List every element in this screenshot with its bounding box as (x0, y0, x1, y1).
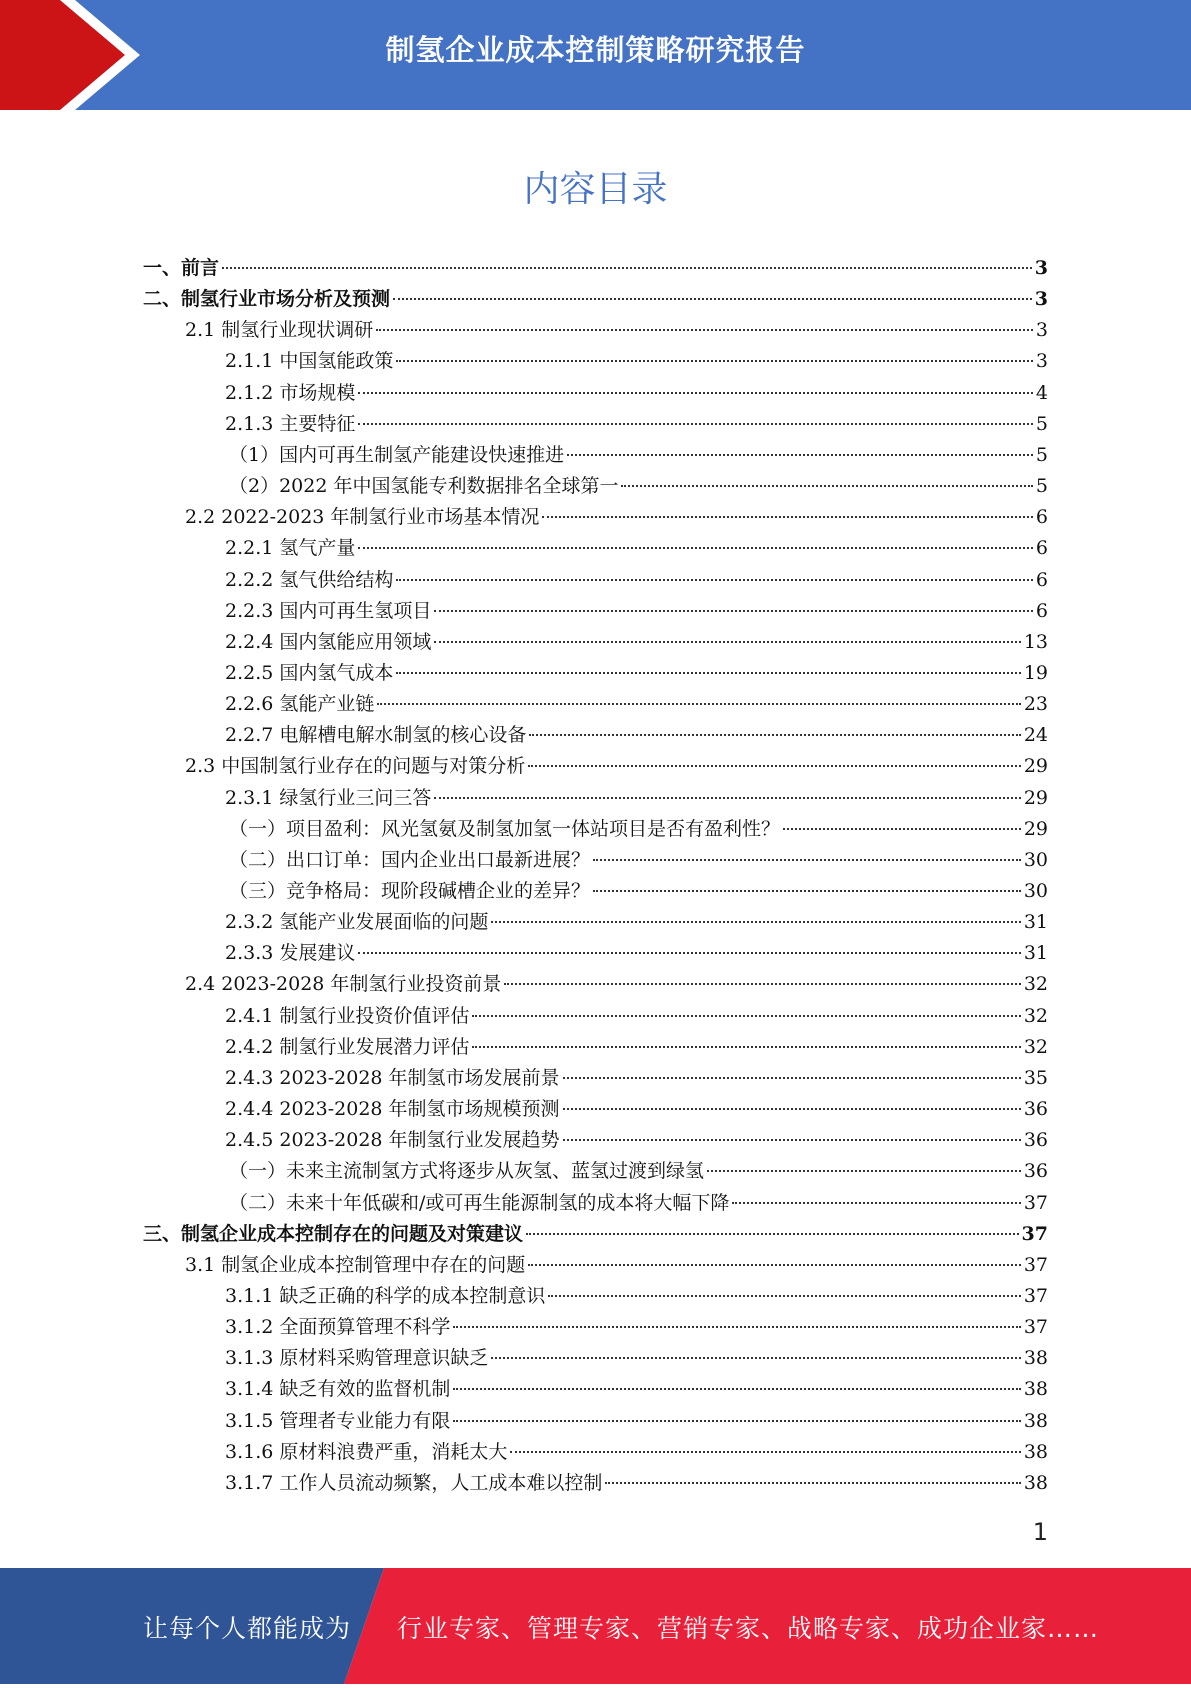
toc-dot-leader (453, 1388, 1020, 1390)
toc-entry[interactable] (185, 969, 1048, 1000)
toc-entry-page: 13 (1023, 631, 1048, 653)
toc-entry-title: 2.4.2 制氢行业发展潜力评估 (225, 1036, 470, 1058)
toc-dot-leader (377, 703, 1020, 705)
toc-entry-page: 36 (1023, 1160, 1048, 1182)
toc-entry-title: 2.4.3 2023-2028 年制氢市场发展前景 (225, 1067, 560, 1089)
report-title: 制氢企业成本控制策略研究报告 (385, 33, 806, 67)
toc-entry[interactable] (185, 751, 1048, 782)
toc-entry-page: 32 (1023, 1036, 1048, 1058)
toc-entry[interactable] (225, 1374, 1048, 1405)
toc-entry-page: 37 (1021, 1223, 1048, 1245)
toc-entry-title: 2.2.6 氢能产业链 (225, 693, 375, 715)
toc-entry-page: 29 (1023, 755, 1048, 777)
toc-entry[interactable] (225, 1032, 1048, 1063)
toc-entry-page: 38 (1023, 1378, 1048, 1400)
toc-dot-leader (621, 485, 1032, 487)
toc-entry-title: 3.1.6 原材料浪费严重，消耗太大 (225, 1441, 508, 1463)
toc-entry-page: 31 (1023, 942, 1048, 964)
toc-entry-title: 三、制氢企业成本控制存在的问题及对策建议 (143, 1223, 524, 1245)
toc-entry-page: 36 (1023, 1129, 1048, 1151)
toc-entry-page: 3 (1034, 288, 1048, 310)
toc-entry-title: 2.2.4 国内氢能应用领域 (225, 631, 432, 653)
toc-entry[interactable] (229, 814, 1048, 845)
toc-entry-page: 6 (1035, 569, 1048, 591)
toc-entry-page: 19 (1023, 662, 1048, 684)
toc-entry-title: 一、前言 (143, 257, 220, 279)
toc-entry-title: （一）项目盈利：风光氢氨及制氢加氢一体站项目是否有盈利性？ (229, 818, 781, 840)
toc-dot-leader (593, 859, 1021, 861)
toc-dot-leader (707, 1170, 1021, 1172)
toc-dot-leader (563, 1077, 1021, 1079)
toc-entry[interactable] (225, 1343, 1048, 1374)
toc-entry[interactable] (143, 253, 1048, 284)
toc-entry-page: 3 (1034, 257, 1048, 279)
toc-entry[interactable] (143, 1219, 1048, 1250)
toc-entry[interactable] (185, 315, 1048, 346)
toc-heading: 内容目录 (523, 169, 668, 210)
toc-entry-page: 3 (1035, 319, 1048, 341)
toc-dot-leader (396, 360, 1033, 362)
toc-entry-page: 23 (1023, 693, 1048, 715)
toc-dot-leader (605, 1482, 1020, 1484)
toc-entry-title: 3.1 制氢企业成本控制管理中存在的问题 (185, 1254, 526, 1276)
toc-entry-title: 2.1.1 中国氢能政策 (225, 350, 394, 372)
toc-entry[interactable] (225, 627, 1048, 658)
toc-entry[interactable] (225, 658, 1048, 689)
toc-entry-title: 2.4.5 2023-2028 年制氢行业发展趋势 (225, 1129, 560, 1151)
page-number: 1 (1032, 1518, 1048, 1546)
toc-entry-page: 5 (1035, 475, 1048, 497)
toc-entry-page: 5 (1035, 413, 1048, 435)
toc-dot-leader (434, 641, 1020, 643)
toc-dot-leader (529, 734, 1020, 736)
toc-dot-leader (783, 828, 1021, 830)
toc-dot-leader (222, 267, 1032, 269)
toc-entry-page: 29 (1023, 818, 1048, 840)
toc-entry-title: 2.4.4 2023-2028 年制氢市场规模预测 (225, 1098, 560, 1120)
toc-entry[interactable] (225, 596, 1048, 627)
toc-entry-title: 2.2.3 国内可再生氢项目 (225, 600, 432, 622)
toc-dot-leader (563, 1139, 1021, 1141)
toc-entry-title: （二）未来十年低碳和/或可再生能源制氢的成本将大幅下降 (229, 1192, 730, 1214)
toc-entry-title: 2.2.7 电解槽电解水制氢的核心设备 (225, 724, 527, 746)
toc-entry-page: 5 (1035, 444, 1048, 466)
footer-band (0, 1568, 1191, 1684)
toc-dot-leader (472, 1015, 1020, 1017)
toc-entry[interactable] (225, 783, 1048, 814)
toc-entry-page: 38 (1023, 1441, 1048, 1463)
toc-entry-title: （三）竞争格局：现阶段碱槽企业的差异？ (229, 880, 591, 902)
toc-entry-title: 3.1.1 缺乏正确的科学的成本控制意识 (225, 1285, 546, 1307)
toc-entry-title: 2.4.1 制氢行业投资价值评估 (225, 1005, 470, 1027)
toc-dot-leader (732, 1202, 1020, 1204)
toc-entry-page: 38 (1023, 1472, 1048, 1494)
toc-entry-title: （1）国内可再生制氢产能建设快速推进 (229, 444, 565, 466)
toc-dot-leader (453, 1326, 1020, 1328)
toc-dot-leader (528, 765, 1021, 767)
toc-entry[interactable] (225, 409, 1048, 440)
toc-entry[interactable] (225, 1063, 1048, 1094)
toc-entry[interactable] (229, 471, 1048, 502)
toc-entry[interactable] (185, 1250, 1048, 1281)
toc-entry-page: 3 (1035, 350, 1048, 372)
toc-entry-page: 35 (1023, 1067, 1048, 1089)
toc-entry-title: 2.2.5 国内氢气成本 (225, 662, 394, 684)
toc-entry-title: 3.1.7 工作人员流动频繁，人工成本难以控制 (225, 1472, 603, 1494)
toc-dot-leader (434, 797, 1020, 799)
toc-entry-title: 3.1.2 全面预算管理不科学 (225, 1316, 451, 1338)
toc-dot-leader (358, 392, 1033, 394)
toc-entry-title: 2.1.2 市场规模 (225, 382, 356, 404)
toc-entry[interactable] (229, 440, 1048, 471)
toc-entry-title: 2.3 中国制氢行业存在的问题与对策分析 (185, 755, 526, 777)
toc-entry-page: 36 (1023, 1098, 1048, 1120)
toc-entry-title: 2.1 制氢行业现状调研 (185, 319, 374, 341)
toc-entry[interactable] (225, 720, 1048, 751)
footer-slogan-left: 让每个人都能成为 (143, 1614, 352, 1643)
toc-entry[interactable] (229, 1188, 1048, 1219)
toc-dot-leader (567, 454, 1033, 456)
toc-entry-page: 38 (1023, 1410, 1048, 1432)
toc-entry[interactable] (225, 533, 1048, 564)
toc-entry[interactable] (225, 1406, 1048, 1437)
toc-entry[interactable] (225, 1001, 1048, 1032)
toc-entry[interactable] (225, 1437, 1048, 1468)
toc-entry[interactable] (143, 284, 1048, 315)
toc-dot-leader (472, 1046, 1020, 1048)
toc-entry-page: 38 (1023, 1347, 1048, 1369)
toc-dot-leader (526, 1233, 1019, 1235)
toc-entry-title: （一）未来主流制氢方式将逐步从灰氢、蓝氢过渡到绿氢 (229, 1160, 705, 1182)
toc-entry-page: 37 (1023, 1316, 1048, 1338)
toc-entry[interactable] (225, 938, 1048, 969)
toc-entry[interactable] (185, 502, 1048, 533)
toc-entry-page: 6 (1035, 537, 1048, 559)
toc-entry-page: 24 (1023, 724, 1048, 746)
toc-entry-title: 2.2 2022-2023 年制氢行业市场基本情况 (185, 506, 540, 528)
toc-dot-leader (510, 1451, 1020, 1453)
toc-dot-leader (491, 1357, 1020, 1359)
toc-entry-title: 3.1.4 缺乏有效的监督机制 (225, 1378, 451, 1400)
header-band (0, 0, 1191, 110)
toc-entry-title: 二、制氢行业市场分析及预测 (143, 288, 391, 310)
toc-dot-leader (548, 1295, 1020, 1297)
toc-entry[interactable] (225, 346, 1048, 377)
toc-entry-page: 37 (1023, 1192, 1048, 1214)
toc-dot-leader (563, 1108, 1021, 1110)
toc-entry[interactable] (229, 1156, 1048, 1187)
toc-dot-leader (528, 1264, 1021, 1266)
toc-entry-page: 31 (1023, 911, 1048, 933)
toc-entry-page: 29 (1023, 787, 1048, 809)
toc-entry[interactable] (225, 565, 1048, 596)
toc-entry-page: 30 (1023, 880, 1048, 902)
toc-entry-title: 2.3.2 氢能产业发展面临的问题 (225, 911, 489, 933)
toc-dot-leader (376, 329, 1033, 331)
toc-entry-title: 2.4 2023-2028 年制氢行业投资前景 (185, 973, 502, 995)
toc-entry-title: 2.3.1 绿氢行业三问三答 (225, 787, 432, 809)
toc-dot-leader (396, 579, 1033, 581)
toc-entry[interactable] (225, 1468, 1048, 1499)
footer-slogan-right: 行业专家、管理专家、营销专家、战略专家、成功企业家…… (397, 1614, 1100, 1643)
toc-dot-leader (358, 547, 1033, 549)
toc-dot-leader (453, 1420, 1020, 1422)
toc-entry-title: 3.1.3 原材料采购管理意识缺乏 (225, 1347, 489, 1369)
toc-dot-leader (358, 423, 1033, 425)
toc-entry[interactable] (229, 845, 1048, 876)
toc-dot-leader (358, 952, 1020, 954)
toc-entry[interactable] (225, 1125, 1048, 1156)
toc-dot-leader (504, 983, 1020, 985)
toc-dot-leader (491, 921, 1020, 923)
toc-entry-page: 6 (1035, 600, 1048, 622)
toc-entry-title: 3.1.5 管理者专业能力有限 (225, 1410, 451, 1432)
toc-dot-leader (593, 890, 1021, 892)
toc-dot-leader (393, 298, 1032, 300)
toc-entry[interactable] (225, 1281, 1048, 1312)
toc-entry-page: 37 (1023, 1254, 1048, 1276)
toc-entry-page: 37 (1023, 1285, 1048, 1307)
toc-entry[interactable] (225, 378, 1048, 409)
toc-dot-leader (434, 610, 1033, 612)
toc-entry-title: （2）2022 年中国氢能专利数据排名全球第一 (229, 475, 619, 497)
toc-entry-title: 2.1.3 主要特征 (225, 413, 356, 435)
toc-entry-page: 4 (1035, 382, 1048, 404)
toc-entry-title: 2.2.1 氢气产量 (225, 537, 356, 559)
toc-entry[interactable] (225, 689, 1048, 720)
toc-entry[interactable] (229, 876, 1048, 907)
toc-entry[interactable] (225, 907, 1048, 938)
toc-entry-page: 30 (1023, 849, 1048, 871)
toc-entry-title: （二）出口订单：国内企业出口最新进展？ (229, 849, 591, 871)
toc-dot-leader (542, 516, 1032, 518)
toc-entry[interactable] (225, 1094, 1048, 1125)
toc-entry-title: 2.3.3 发展建议 (225, 942, 356, 964)
toc-entry-page: 6 (1035, 506, 1048, 528)
toc-entry-page: 32 (1023, 1005, 1048, 1027)
toc-entry-page: 32 (1023, 973, 1048, 995)
toc-entry-title: 2.2.2 氢气供给结构 (225, 569, 394, 591)
toc-entry[interactable] (225, 1312, 1048, 1343)
toc-dot-leader (396, 672, 1020, 674)
